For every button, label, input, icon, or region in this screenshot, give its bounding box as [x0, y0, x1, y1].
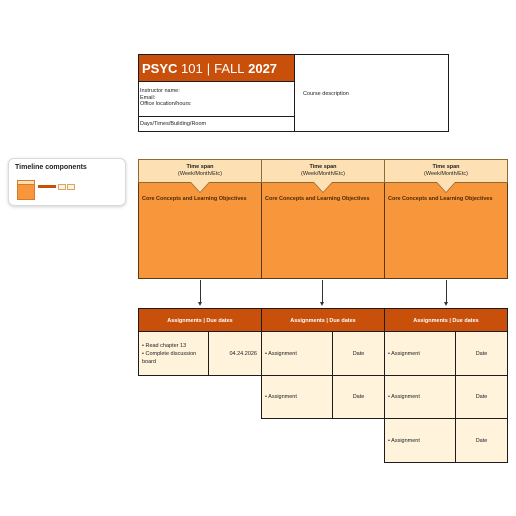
assignment-cell	[384, 418, 456, 463]
time-span-subtitle: (Week/Month/Etc)	[301, 170, 345, 177]
connector-line	[446, 280, 447, 303]
instructor-info	[138, 81, 295, 117]
assignments-header: Assignments | Due dates	[261, 308, 385, 332]
date-cell-thumbnail[interactable]	[67, 184, 75, 190]
time-span-title: Time span	[432, 164, 460, 170]
assignment-item: • Assignment	[388, 437, 420, 445]
course-description: Course description	[294, 54, 449, 132]
assignment-cell-thumbnail[interactable]	[58, 184, 66, 190]
days-times-label: Days/Times/Building/Room	[138, 116, 295, 132]
due-date-cell: Date	[455, 375, 508, 419]
assignment-cell	[138, 331, 209, 376]
assignment-item: • Assignment	[265, 350, 297, 358]
concepts-block: Core Concepts and Learning Objectives	[138, 183, 262, 279]
time-span-title: Time span	[309, 164, 337, 170]
assignment-cell	[261, 375, 333, 419]
assignment-list	[142, 342, 208, 366]
course-code: PSYC	[142, 60, 178, 76]
course-number: 101	[181, 60, 203, 76]
title-separator: |	[206, 60, 211, 76]
due-date-cell: Date	[332, 331, 385, 376]
concepts-block: Core Concepts and Learning Objectives	[261, 183, 385, 279]
assignment-header-thumbnail[interactable]	[38, 185, 56, 188]
assignment-item: • Assignment	[388, 350, 420, 358]
assignments-header: Assignments | Due dates	[138, 308, 262, 332]
due-date-cell: Date	[332, 375, 385, 419]
course-title	[138, 54, 295, 82]
assignment-cell	[261, 331, 333, 376]
assignments-header: Assignments | Due dates	[384, 308, 508, 332]
span-notch	[314, 182, 332, 192]
time-span-thumbnail[interactable]	[17, 180, 35, 185]
assignment-item: • Read chapter 13	[142, 342, 208, 350]
time-span-header	[138, 159, 262, 183]
time-span-subtitle: (Week/Month/Etc)	[178, 170, 222, 177]
due-date-cell: 04.24.2026	[208, 331, 262, 376]
assignment-cell	[384, 331, 456, 376]
panel-title: Timeline components	[15, 164, 87, 171]
concepts-block: Core Concepts and Learning Objectives	[384, 183, 508, 279]
term-word: FALL	[214, 60, 245, 76]
span-notch	[191, 182, 209, 192]
time-span-subtitle: (Week/Month/Etc)	[424, 170, 468, 177]
span-notch	[437, 182, 455, 192]
time-span-title: Time span	[186, 164, 214, 170]
connector-line	[322, 280, 323, 303]
assignment-item: • Assignment	[388, 393, 420, 401]
assignment-item: • Complete discussion board	[142, 350, 208, 366]
assignment-item: • Assignment	[265, 393, 297, 401]
due-date-cell: Date	[455, 331, 508, 376]
time-span-header	[384, 159, 508, 183]
connector-arrowhead	[320, 302, 324, 306]
time-span-header	[261, 159, 385, 183]
connector-arrowhead	[198, 302, 202, 306]
assignment-cell	[384, 375, 456, 419]
connector-arrowhead	[444, 302, 448, 306]
office-label: Office location/hours:	[140, 101, 192, 107]
connector-line	[200, 280, 201, 303]
instructor-name-label: Instructor name:	[140, 88, 180, 94]
due-date-cell: Date	[455, 418, 508, 463]
email-label: Email:	[140, 94, 156, 101]
term-year: 2027	[248, 60, 278, 76]
